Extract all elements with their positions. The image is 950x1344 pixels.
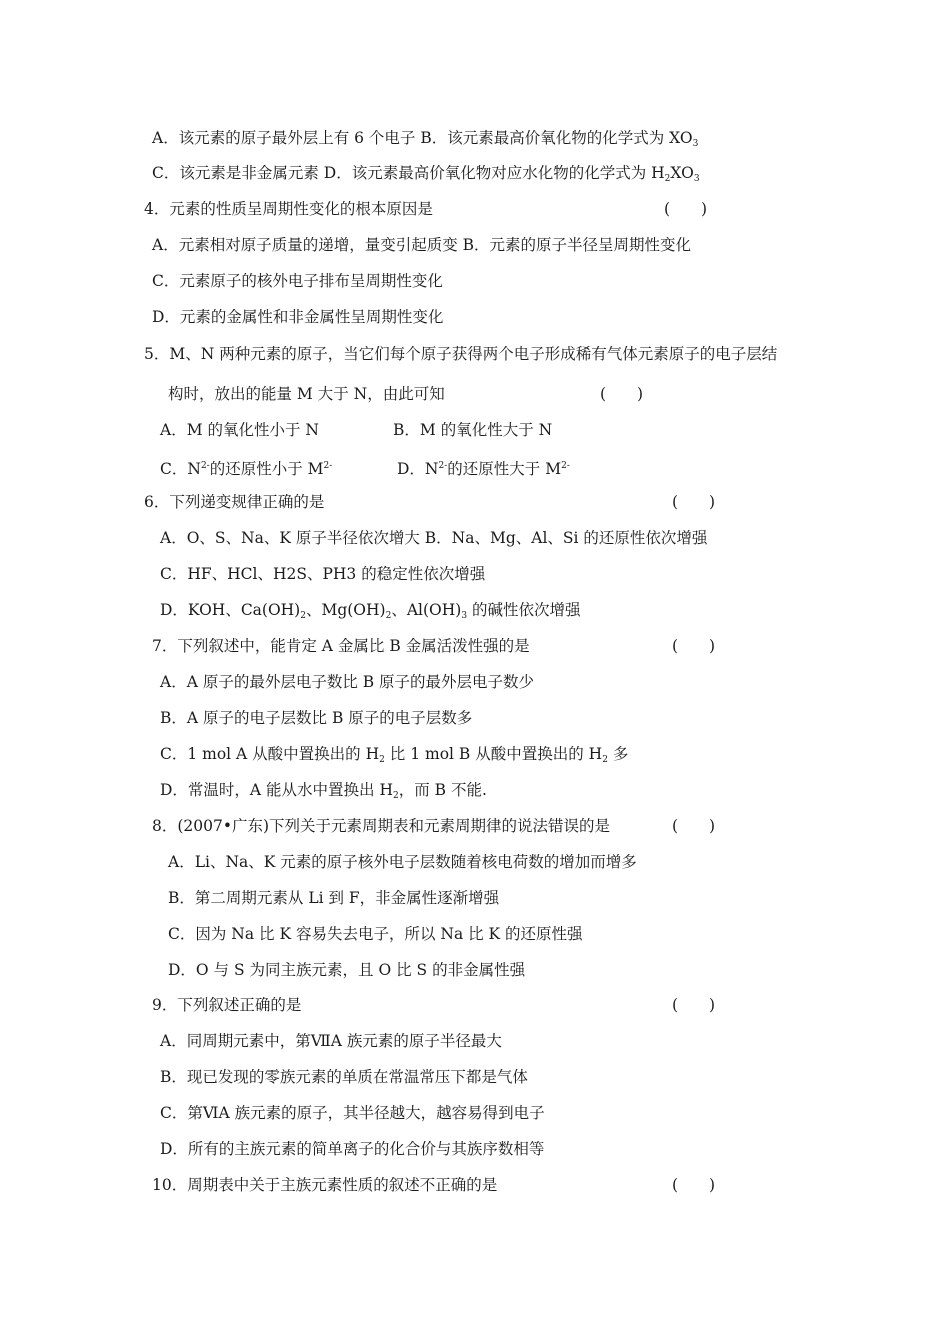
question-6-answer-blank: ( ) [672, 493, 716, 511]
question-6-option-d: D．KOH、$Ca(OH)_2$、$Mg(OH)_2$、$Al(OH)_3$ 的碱性依次增强 [160, 601, 581, 621]
question-5-option-c: C．$N^{2-}$的还原性小于 $M^{2-}$ [160, 460, 333, 478]
question-5-stem-cont: 构时，放出的能量 M 大于 N，由此可知 [168, 385, 445, 403]
question-9-answer-blank: ( ) [672, 996, 716, 1014]
question-8-option-a: A．Li、Na、K 元素的原子核外电子层数随着核电荷数的增加而增多 [168, 853, 637, 871]
question-4-stem: 4．元素的性质呈周期性变化的根本原因是 [144, 200, 433, 218]
question-4-option-c: C．元素原子的核外电子排布呈周期性变化 [152, 272, 443, 290]
question-5-option-d: D．$N^{2-}$的还原性大于 $M^{2-}$ [397, 460, 570, 478]
question-5-option-b: B．M 的氧化性大于 N [393, 421, 553, 439]
question-8-answer-blank: ( ) [672, 817, 716, 835]
question-3-option-cd: C．该元素是非金属元素 D．该元素最高价氧化物对应水化物的化学式为 $H_2XO_3$ [152, 164, 700, 184]
question-5-stem: 5．M、N 两种元素的原子，当它们每个原子获得两个电子形成稀有气体元素原子的电子层结 [144, 345, 778, 363]
question-8-stem: 8．(2007•广东)下列关于元素周期表和元素周期律的说法错误的是 [152, 817, 611, 835]
question-6-option-c: C．HF、HCl、H2S、PH3 的稳定性依次增强 [160, 565, 486, 583]
question-10-answer-blank: ( ) [672, 1176, 716, 1194]
question-8-option-d: D．O 与 S 为同主族元素，且 O 比 S 的非金属性强 [168, 961, 526, 979]
question-4-answer-blank: ( ) [664, 200, 708, 218]
question-7-option-c: C．1 mol A 从酸中置换出的 $H_2$ 比 1 mol B 从酸中置换出的 $H_2$ 多 [160, 745, 629, 765]
question-9-option-a: A．同周期元素中，第ⅦA 族元素的原子半径最大 [160, 1032, 502, 1050]
question-9-option-c: C．第ⅥA 族元素的原子，其半径越大，越容易得到电子 [160, 1104, 545, 1122]
question-8-option-b: B．第二周期元素从 Li 到 F，非金属性逐渐增强 [168, 889, 500, 907]
question-7-option-d: D．常温时，A 能从水中置换出 $H_2$，而 B 不能. [160, 781, 487, 801]
question-3-option-ab: A．该元素的原子最外层上有 6 个电子 B．该元素最高价氧化物的化学式为 $XO_3$ [152, 129, 699, 149]
question-9-option-b: B．现已发现的零族元素的单质在常温常压下都是气体 [160, 1068, 528, 1086]
question-4-option-d: D．元素的金属性和非金属性呈周期性变化 [152, 308, 444, 326]
question-9-stem: 9．下列叙述正确的是 [152, 996, 302, 1014]
question-8-option-c: C．因为 Na 比 K 容易失去电子，所以 Na 比 K 的还原性强 [168, 925, 583, 943]
question-7-option-b: B．A 原子的电子层数比 B 原子的电子层数多 [160, 709, 473, 727]
question-7-answer-blank: ( ) [672, 637, 716, 655]
question-10-stem: 10．周期表中关于主族元素性质的叙述不正确的是 [152, 1176, 498, 1194]
question-4-option-ab: A．元素相对原子质量的递增，量变引起质变 B．元素的原子半径呈周期性变化 [152, 236, 692, 254]
question-5-answer-blank: ( ) [600, 385, 644, 403]
question-7-stem: 7．下列叙述中，能肯定 A 金属比 B 金属活泼性强的是 [152, 637, 530, 655]
question-7-option-a: A．A 原子的最外层电子数比 B 原子的最外层电子数少 [160, 673, 535, 691]
question-6-stem: 6．下列递变规律正确的是 [144, 493, 325, 511]
question-9-option-d: D．所有的主族元素的简单离子的化合价与其族序数相等 [160, 1140, 545, 1158]
question-5-option-a: A．M 的氧化性小于 N [160, 421, 319, 439]
question-6-option-ab: A．O、S、Na、K 原子半径依次增大 B．Na、Mg、Al、Si 的还原性依次增强 [160, 529, 708, 547]
